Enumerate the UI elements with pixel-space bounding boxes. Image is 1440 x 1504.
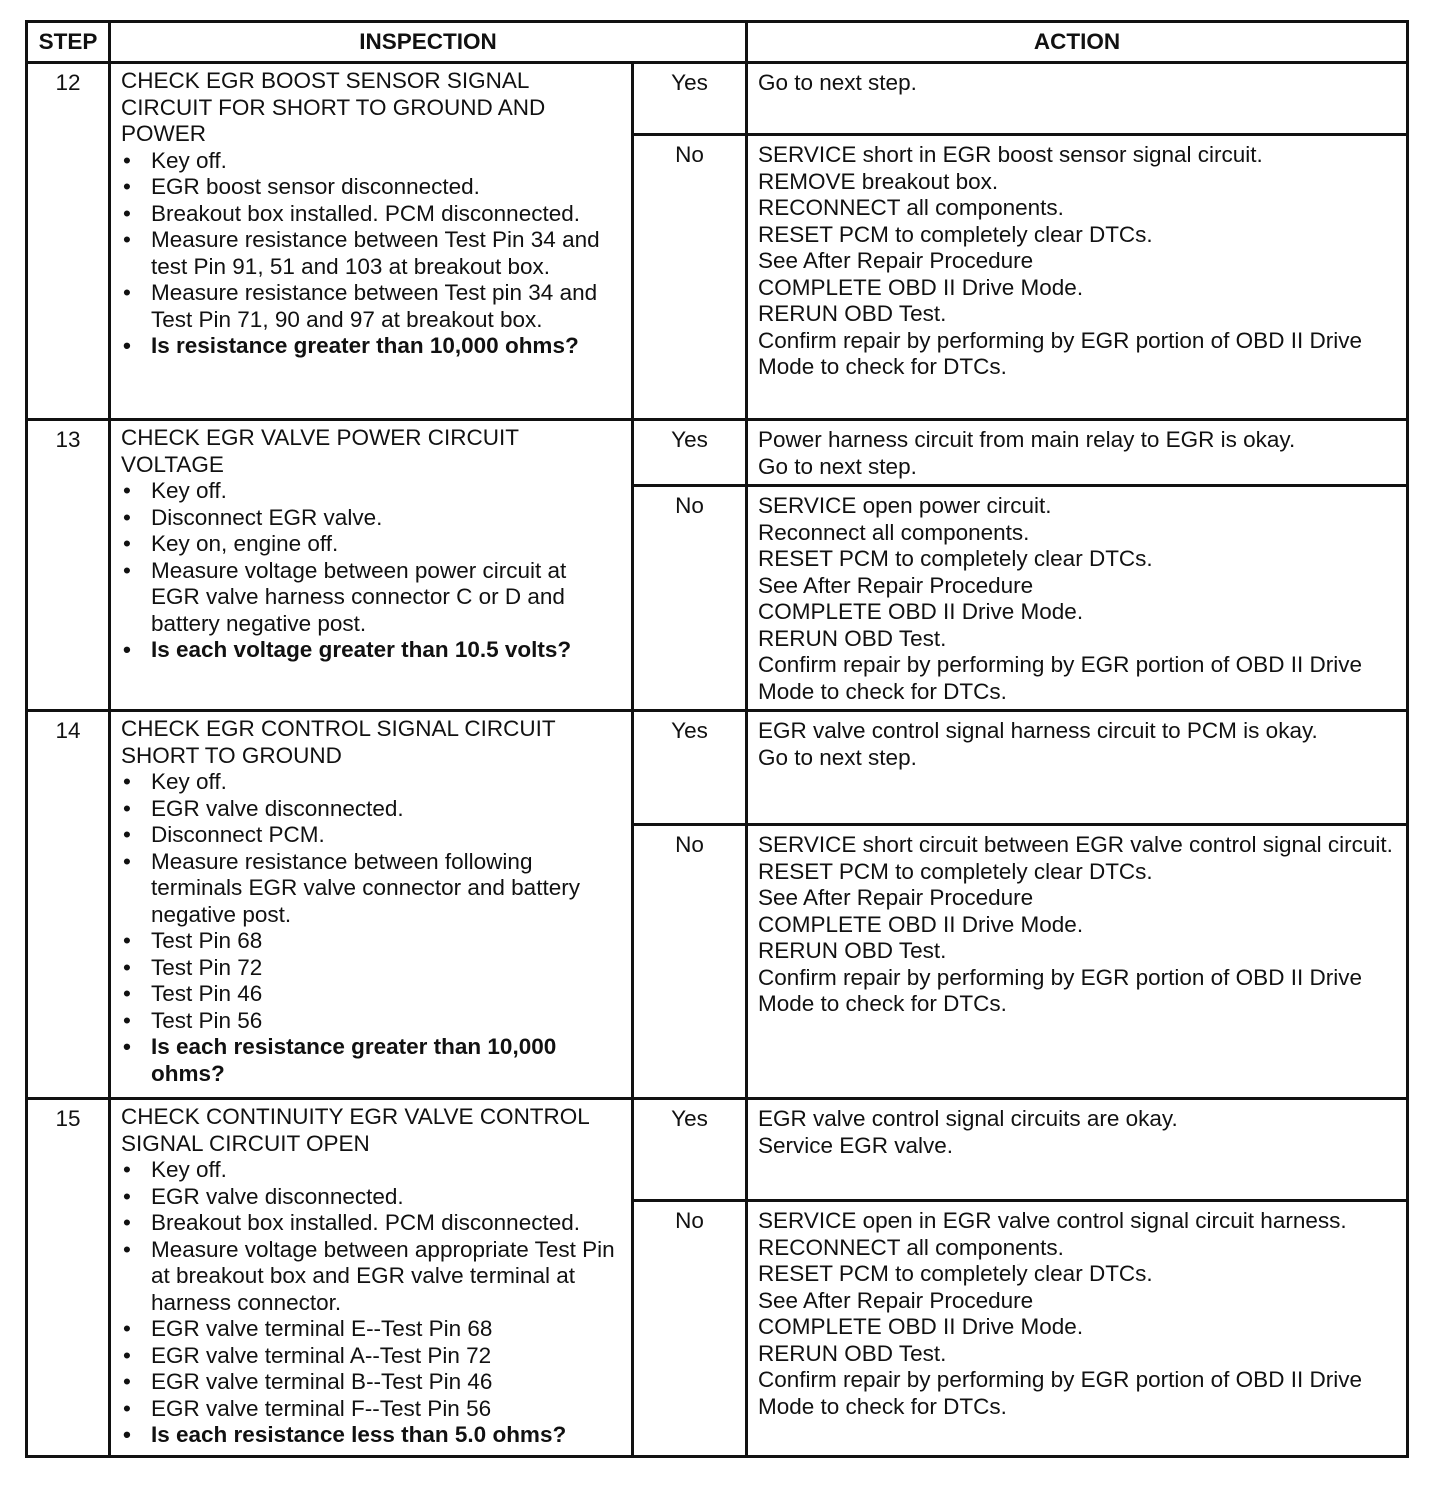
inspection-title: CHECK EGR CONTROL SIGNAL CIRCUIT SHORT TO GROUND [121, 716, 556, 768]
bullet-icon: • [123, 981, 131, 1006]
bullet-icon: • [123, 1316, 131, 1341]
bullet-text: Breakout box installed. PCM disconnected. [151, 200, 580, 226]
action-line: EGR valve control signal circuits are okay. [758, 1106, 1178, 1131]
bullet-icon: • [123, 848, 131, 874]
bullet-icon: • [123, 1210, 131, 1235]
inspection-bullet-list [121, 478, 621, 664]
bullet-icon: • [123, 1395, 131, 1421]
step-row-yes [27, 711, 1408, 825]
inspection-bullet [121, 558, 621, 638]
inspection-bullet [121, 955, 621, 982]
inspection-cell [110, 420, 633, 711]
step-row-yes [27, 1099, 1408, 1201]
bullet-text: EGR valve disconnected. [151, 795, 404, 821]
inspection-question [121, 637, 621, 664]
action-line: Service EGR valve. [758, 1132, 954, 1158]
inspection-bullet [121, 769, 621, 796]
header-step: STEP [27, 22, 110, 63]
action-line: RECONNECT all components. [758, 1234, 1064, 1260]
bullet-text: EGR valve terminal E--Test Pin 68 [151, 1316, 493, 1341]
action-line: See After Repair Procedure [758, 1287, 1034, 1313]
action-line: Power harness circuit from main relay to EGR is okay. [758, 427, 1296, 452]
action-line: SERVICE short circuit between EGR valve control signal circuit. [758, 832, 1393, 857]
no-action [747, 1201, 1408, 1457]
step-number: 14 [27, 711, 110, 1099]
bullet-icon: • [123, 1422, 131, 1447]
table-body [27, 63, 1408, 1457]
bullet-text: Test Pin 46 [151, 981, 263, 1006]
bullet-text: Measure resistance between Test Pin 34 and test Pin 91, 51 and 103 at breakout box. [151, 227, 600, 279]
inspection-bullet [121, 796, 621, 823]
inspection-bullet [121, 174, 621, 201]
bullet-icon: • [123, 280, 131, 305]
yes-label: Yes [633, 1099, 747, 1201]
bullet-icon: • [123, 1007, 131, 1033]
bullet-icon: • [123, 174, 131, 199]
inspection-bullet [121, 981, 621, 1008]
question-text: Is each voltage greater than 10.5 volts? [151, 637, 572, 662]
action-line: RESET PCM to completely clear DTCs. [758, 1261, 1153, 1286]
bullet-text: EGR boost sensor disconnected. [151, 174, 480, 199]
diagnostic-table [25, 20, 1409, 1458]
action-line: RERUN OBD Test. [758, 625, 947, 651]
question-text: Is each resistance less than 5.0 ohms? [151, 1422, 567, 1447]
yes-action [747, 711, 1408, 825]
inspection-bullet [121, 201, 621, 228]
inspection-title: CHECK CONTINUITY EGR VALVE CONTROL SIGNAL CIRCUIT OPEN [121, 1104, 589, 1156]
inspection-bullet [121, 1210, 621, 1237]
action-line: SERVICE open power circuit. [758, 493, 1052, 518]
action-line: COMPLETE OBD II Drive Mode. [758, 911, 1084, 937]
question-text: Is each resistance greater than 10,000 ohms? [151, 1034, 557, 1086]
yes-label: Yes [633, 63, 747, 135]
bullet-text: Measure resistance between Test pin 34 and Test Pin 71, 90 and 97 at breakout box. [151, 280, 598, 332]
yes-label: Yes [633, 711, 747, 825]
action-line: RERUN OBD Test. [758, 938, 947, 963]
action-line: RESET PCM to completely clear DTCs. [758, 221, 1153, 247]
inspection-bullet [121, 1369, 621, 1396]
inspection-bullet [121, 1157, 621, 1184]
header-action: ACTION [747, 22, 1408, 63]
inspection-cell [110, 1099, 633, 1457]
no-label: No [633, 1201, 747, 1457]
bullet-text: Disconnect EGR valve. [151, 504, 383, 530]
bullet-icon: • [123, 1034, 131, 1059]
inspection-bullet-list [121, 148, 621, 360]
inspection-title: CHECK EGR BOOST SENSOR SIGNAL CIRCUIT FOR SHORT TO GROUND AND POWER [121, 68, 546, 146]
action-line: SERVICE open in EGR valve control signal circuit harness. [758, 1208, 1347, 1233]
bullet-text: EGR valve terminal F--Test Pin 56 [151, 1395, 492, 1421]
diagnostic-table-page [25, 20, 1406, 1453]
bullet-icon: • [123, 200, 131, 226]
action-line: Confirm repair by performing by EGR portion of OBD II Drive Mode to check for DTCs. [758, 652, 1362, 704]
bullet-text: Breakout box installed. PCM disconnected. [151, 1210, 580, 1235]
inspection-bullet [121, 849, 621, 929]
action-line: Confirm repair by performing by EGR portion of OBD II Drive Mode to check for DTCs. [758, 964, 1362, 1016]
action-line: COMPLETE OBD II Drive Mode. [758, 1314, 1084, 1339]
inspection-bullet [121, 928, 621, 955]
step-number: 13 [27, 420, 110, 711]
inspection-bullet [121, 227, 621, 280]
bullet-text: Test Pin 72 [151, 954, 263, 980]
bullet-text: EGR valve terminal A--Test Pin 72 [151, 1342, 492, 1368]
action-line: RECONNECT all components. [758, 195, 1064, 220]
inspection-cell [110, 711, 633, 1099]
inspection-question [121, 333, 621, 360]
yes-action [747, 420, 1408, 486]
header-row [27, 22, 1408, 63]
action-line: Confirm repair by performing by EGR portion of OBD II Drive Mode to check for DTCs. [758, 327, 1362, 379]
bullet-text: Disconnect PCM. [151, 822, 325, 847]
bullet-text: Test Pin 68 [151, 928, 263, 953]
action-line: Go to next step. [758, 70, 917, 95]
action-line: EGR valve control signal harness circuit to PCM is okay. [758, 718, 1318, 743]
no-label: No [633, 486, 747, 711]
action-line: COMPLETE OBD II Drive Mode. [758, 274, 1084, 300]
inspection-question [121, 1422, 621, 1449]
bullet-text: Key off. [151, 1157, 227, 1182]
step-row-yes [27, 63, 1408, 135]
yes-action [747, 63, 1408, 135]
inspection-bullet [121, 1237, 621, 1317]
bullet-icon: • [123, 504, 131, 530]
bullet-text: Measure resistance between following terminals EGR valve connector and battery negative post. [151, 848, 580, 927]
bullet-icon: • [123, 822, 131, 847]
bullet-icon: • [123, 928, 131, 953]
step-row-yes [27, 420, 1408, 486]
action-line: REMOVE breakout box. [758, 168, 999, 194]
bullet-icon: • [123, 1342, 131, 1368]
inspection-cell [110, 63, 633, 420]
inspection-bullet-list [121, 769, 621, 1087]
bullet-icon: • [123, 333, 131, 358]
inspection-bullet [121, 280, 621, 333]
bullet-text: Key off. [151, 769, 227, 794]
header-inspection: INSPECTION [110, 22, 747, 63]
bullet-text: Measure voltage between appropriate Test Pin at breakout box and EGR valve terminal at harness connector. [151, 1236, 615, 1315]
bullet-icon: • [123, 478, 131, 503]
bullet-icon: • [123, 1183, 131, 1209]
action-line: RESET PCM to completely clear DTCs. [758, 546, 1153, 571]
inspection-bullet [121, 478, 621, 505]
inspection-question [121, 1034, 621, 1087]
action-line: Reconnect all components. [758, 519, 1030, 545]
inspection-bullet [121, 148, 621, 175]
no-action [747, 135, 1408, 420]
bullet-icon: • [123, 531, 131, 556]
inspection-bullet [121, 1396, 621, 1423]
bullet-text: Key off. [151, 147, 227, 173]
bullet-icon: • [123, 1369, 131, 1394]
inspection-bullet [121, 822, 621, 849]
question-text: Is resistance greater than 10,000 ohms? [151, 333, 579, 358]
inspection-bullet [121, 1008, 621, 1035]
action-line: Go to next step. [758, 453, 917, 479]
bullet-icon: • [123, 557, 131, 583]
action-line: RESET PCM to completely clear DTCs. [758, 858, 1153, 884]
bullet-icon: • [123, 227, 131, 252]
bullet-icon: • [123, 1236, 131, 1262]
bullet-icon: • [123, 1157, 131, 1182]
bullet-icon: • [123, 769, 131, 794]
inspection-bullet-list [121, 1157, 621, 1449]
inspection-bullet [121, 531, 621, 558]
action-line: See After Repair Procedure [758, 572, 1034, 598]
action-line: Go to next step. [758, 744, 917, 770]
inspection-bullet [121, 1184, 621, 1211]
inspection-title: CHECK EGR VALVE POWER CIRCUIT VOLTAGE [121, 425, 519, 477]
bullet-text: EGR valve terminal B--Test Pin 46 [151, 1369, 493, 1394]
no-action [747, 825, 1408, 1099]
bullet-text: EGR valve disconnected. [151, 1183, 404, 1209]
action-line: See After Repair Procedure [758, 248, 1034, 273]
no-label: No [633, 135, 747, 420]
action-line: COMPLETE OBD II Drive Mode. [758, 599, 1084, 624]
bullet-icon: • [123, 147, 131, 173]
action-line: SERVICE short in EGR boost sensor signal circuit. [758, 142, 1263, 167]
action-line: RERUN OBD Test. [758, 301, 947, 326]
action-line: RERUN OBD Test. [758, 1340, 947, 1366]
bullet-text: Measure voltage between power circuit at EGR valve harness connector C or D and battery negative post. [151, 557, 567, 636]
inspection-bullet [121, 1343, 621, 1370]
yes-label: Yes [633, 420, 747, 486]
bullet-icon: • [123, 637, 131, 662]
bullet-icon: • [123, 795, 131, 821]
action-line: Confirm repair by performing by EGR portion of OBD II Drive Mode to check for DTCs. [758, 1367, 1362, 1419]
no-action [747, 486, 1408, 711]
yes-action [747, 1099, 1408, 1201]
inspection-bullet [121, 1316, 621, 1343]
bullet-text: Key off. [151, 478, 227, 503]
step-number: 12 [27, 63, 110, 420]
bullet-text: Key on, engine off. [151, 531, 339, 556]
no-label: No [633, 825, 747, 1099]
step-number: 15 [27, 1099, 110, 1457]
bullet-text: Test Pin 56 [151, 1007, 263, 1033]
inspection-bullet [121, 505, 621, 532]
action-line: See After Repair Procedure [758, 885, 1034, 910]
bullet-icon: • [123, 954, 131, 980]
